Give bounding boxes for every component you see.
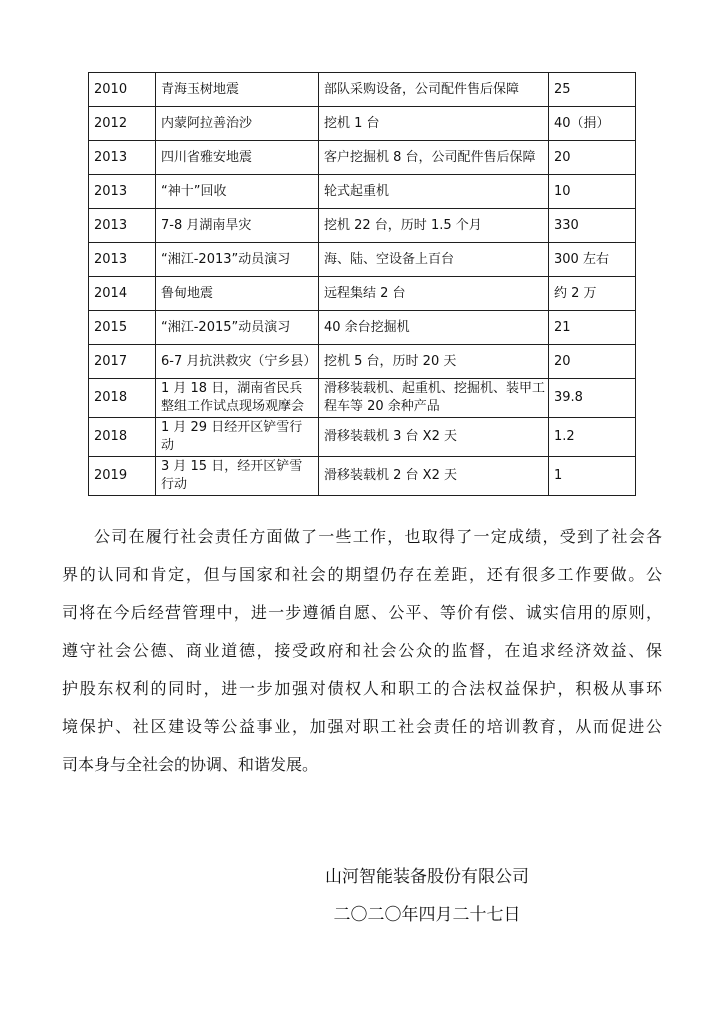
year-cell: 2013 — [89, 209, 156, 243]
table-row — [89, 345, 636, 379]
equipment-cell: 挖机 5 台，历时 20 天 — [319, 345, 549, 379]
event-cell: “神十”回收 — [156, 175, 319, 209]
value-cell: 300 左右 — [549, 243, 636, 277]
value-cell: 1 — [549, 457, 636, 496]
table-row — [89, 277, 636, 311]
table-row — [89, 73, 636, 107]
table-row — [89, 141, 636, 175]
value-cell: 25 — [549, 73, 636, 107]
paragraph-line: 司将在今后经营管理中，进一步遵循自愿、公平、等价有偿、诚实信用的原则， — [62, 605, 662, 622]
equipment-cell: 远程集结 2 台 — [319, 277, 549, 311]
equipment-cell: 挖机 22 台，历时 1.5 个月 — [319, 209, 549, 243]
year-cell: 2018 — [89, 418, 156, 457]
value-cell: 20 — [549, 345, 636, 379]
year-cell: 2015 — [89, 311, 156, 345]
event-cell: 四川省雅安地震 — [156, 141, 319, 175]
value-cell: 1.2 — [549, 418, 636, 457]
value-cell: 21 — [549, 311, 636, 345]
event-cell: “湘江-2013”动员演习 — [156, 243, 319, 277]
equipment-cell: 部队采购设备，公司配件售后保障 — [319, 73, 549, 107]
event-cell: 青海玉树地震 — [156, 73, 319, 107]
equipment-cell: 挖机 1 台 — [319, 107, 549, 141]
paragraph-line: 司本身与全社会的协调、和谐发展。 — [62, 757, 319, 774]
year-cell: 2012 — [89, 107, 156, 141]
equipment-cell: 海、陆、空设备上百台 — [319, 243, 549, 277]
equipment-cell: 滑移装载机、起重机、挖掘机、装甲工程车等 20 余种产品 — [319, 379, 549, 418]
equipment-cell: 滑移装载机 3 台 X2 天 — [319, 418, 549, 457]
value-cell: 约 2 万 — [549, 277, 636, 311]
year-cell: 2018 — [89, 379, 156, 418]
event-cell: 1 月 29 日经开区铲雪行动 — [156, 418, 319, 457]
paragraph-line: 公司在履行社会责任方面做了一些工作，也取得了一定成绩，受到了社会各 — [94, 529, 662, 546]
value-cell: 10 — [549, 175, 636, 209]
signature-block — [292, 858, 562, 934]
paragraph-line: 界的认同和肯定，但与国家和社会的期望仍存在差距，还有很多工作要做。公 — [62, 567, 662, 584]
paragraph-line: 境保护、社区建设等公益事业，加强对职工社会责任的培训教育，从而促进公 — [62, 719, 662, 736]
paragraph-line: 遵守社会公德、商业道德，接受政府和社会公众的监督，在追求经济效益、保 — [62, 643, 662, 660]
signature-date: 二〇二〇年四月二十七日 — [333, 905, 521, 924]
value-cell: 39.8 — [549, 379, 636, 418]
social-responsibility-activities-table — [88, 72, 636, 496]
table-row — [89, 243, 636, 277]
table-row — [89, 209, 636, 243]
paragraph-line: 护股东权利的同时，进一步加强对债权人和职工的合法权益保护，积极从事环 — [62, 681, 662, 698]
year-cell: 2014 — [89, 277, 156, 311]
year-cell: 2019 — [89, 457, 156, 496]
event-cell: 鲁甸地震 — [156, 277, 319, 311]
table-row — [89, 457, 636, 496]
table-body — [89, 73, 636, 496]
event-cell: 内蒙阿拉善治沙 — [156, 107, 319, 141]
event-cell: 7-8 月湖南旱灾 — [156, 209, 319, 243]
event-cell: “湘江-2015”动员演习 — [156, 311, 319, 345]
company-name: 山河智能装备股份有限公司 — [325, 867, 529, 886]
year-cell: 2017 — [89, 345, 156, 379]
table-row — [89, 107, 636, 141]
equipment-cell: 客户挖掘机 8 台，公司配件售后保障 — [319, 141, 549, 175]
equipment-cell: 轮式起重机 — [319, 175, 549, 209]
value-cell: 40（捐） — [549, 107, 636, 141]
year-cell: 2013 — [89, 243, 156, 277]
table-row — [89, 418, 636, 457]
year-cell: 2013 — [89, 141, 156, 175]
csr-summary-paragraph — [62, 519, 662, 785]
event-cell: 6-7 月抗洪救灾（宁乡县） — [156, 345, 319, 379]
event-cell: 1 月 18 日，湖南省民兵整组工作试点现场观摩会 — [156, 379, 319, 418]
table-row — [89, 379, 636, 418]
year-cell: 2010 — [89, 73, 156, 107]
equipment-cell: 40 余台挖掘机 — [319, 311, 549, 345]
value-cell: 20 — [549, 141, 636, 175]
table-row — [89, 311, 636, 345]
event-cell: 3 月 15 日，经开区铲雪行动 — [156, 457, 319, 496]
table-row — [89, 175, 636, 209]
value-cell: 330 — [549, 209, 636, 243]
equipment-cell: 滑移装载机 2 台 X2 天 — [319, 457, 549, 496]
year-cell: 2013 — [89, 175, 156, 209]
